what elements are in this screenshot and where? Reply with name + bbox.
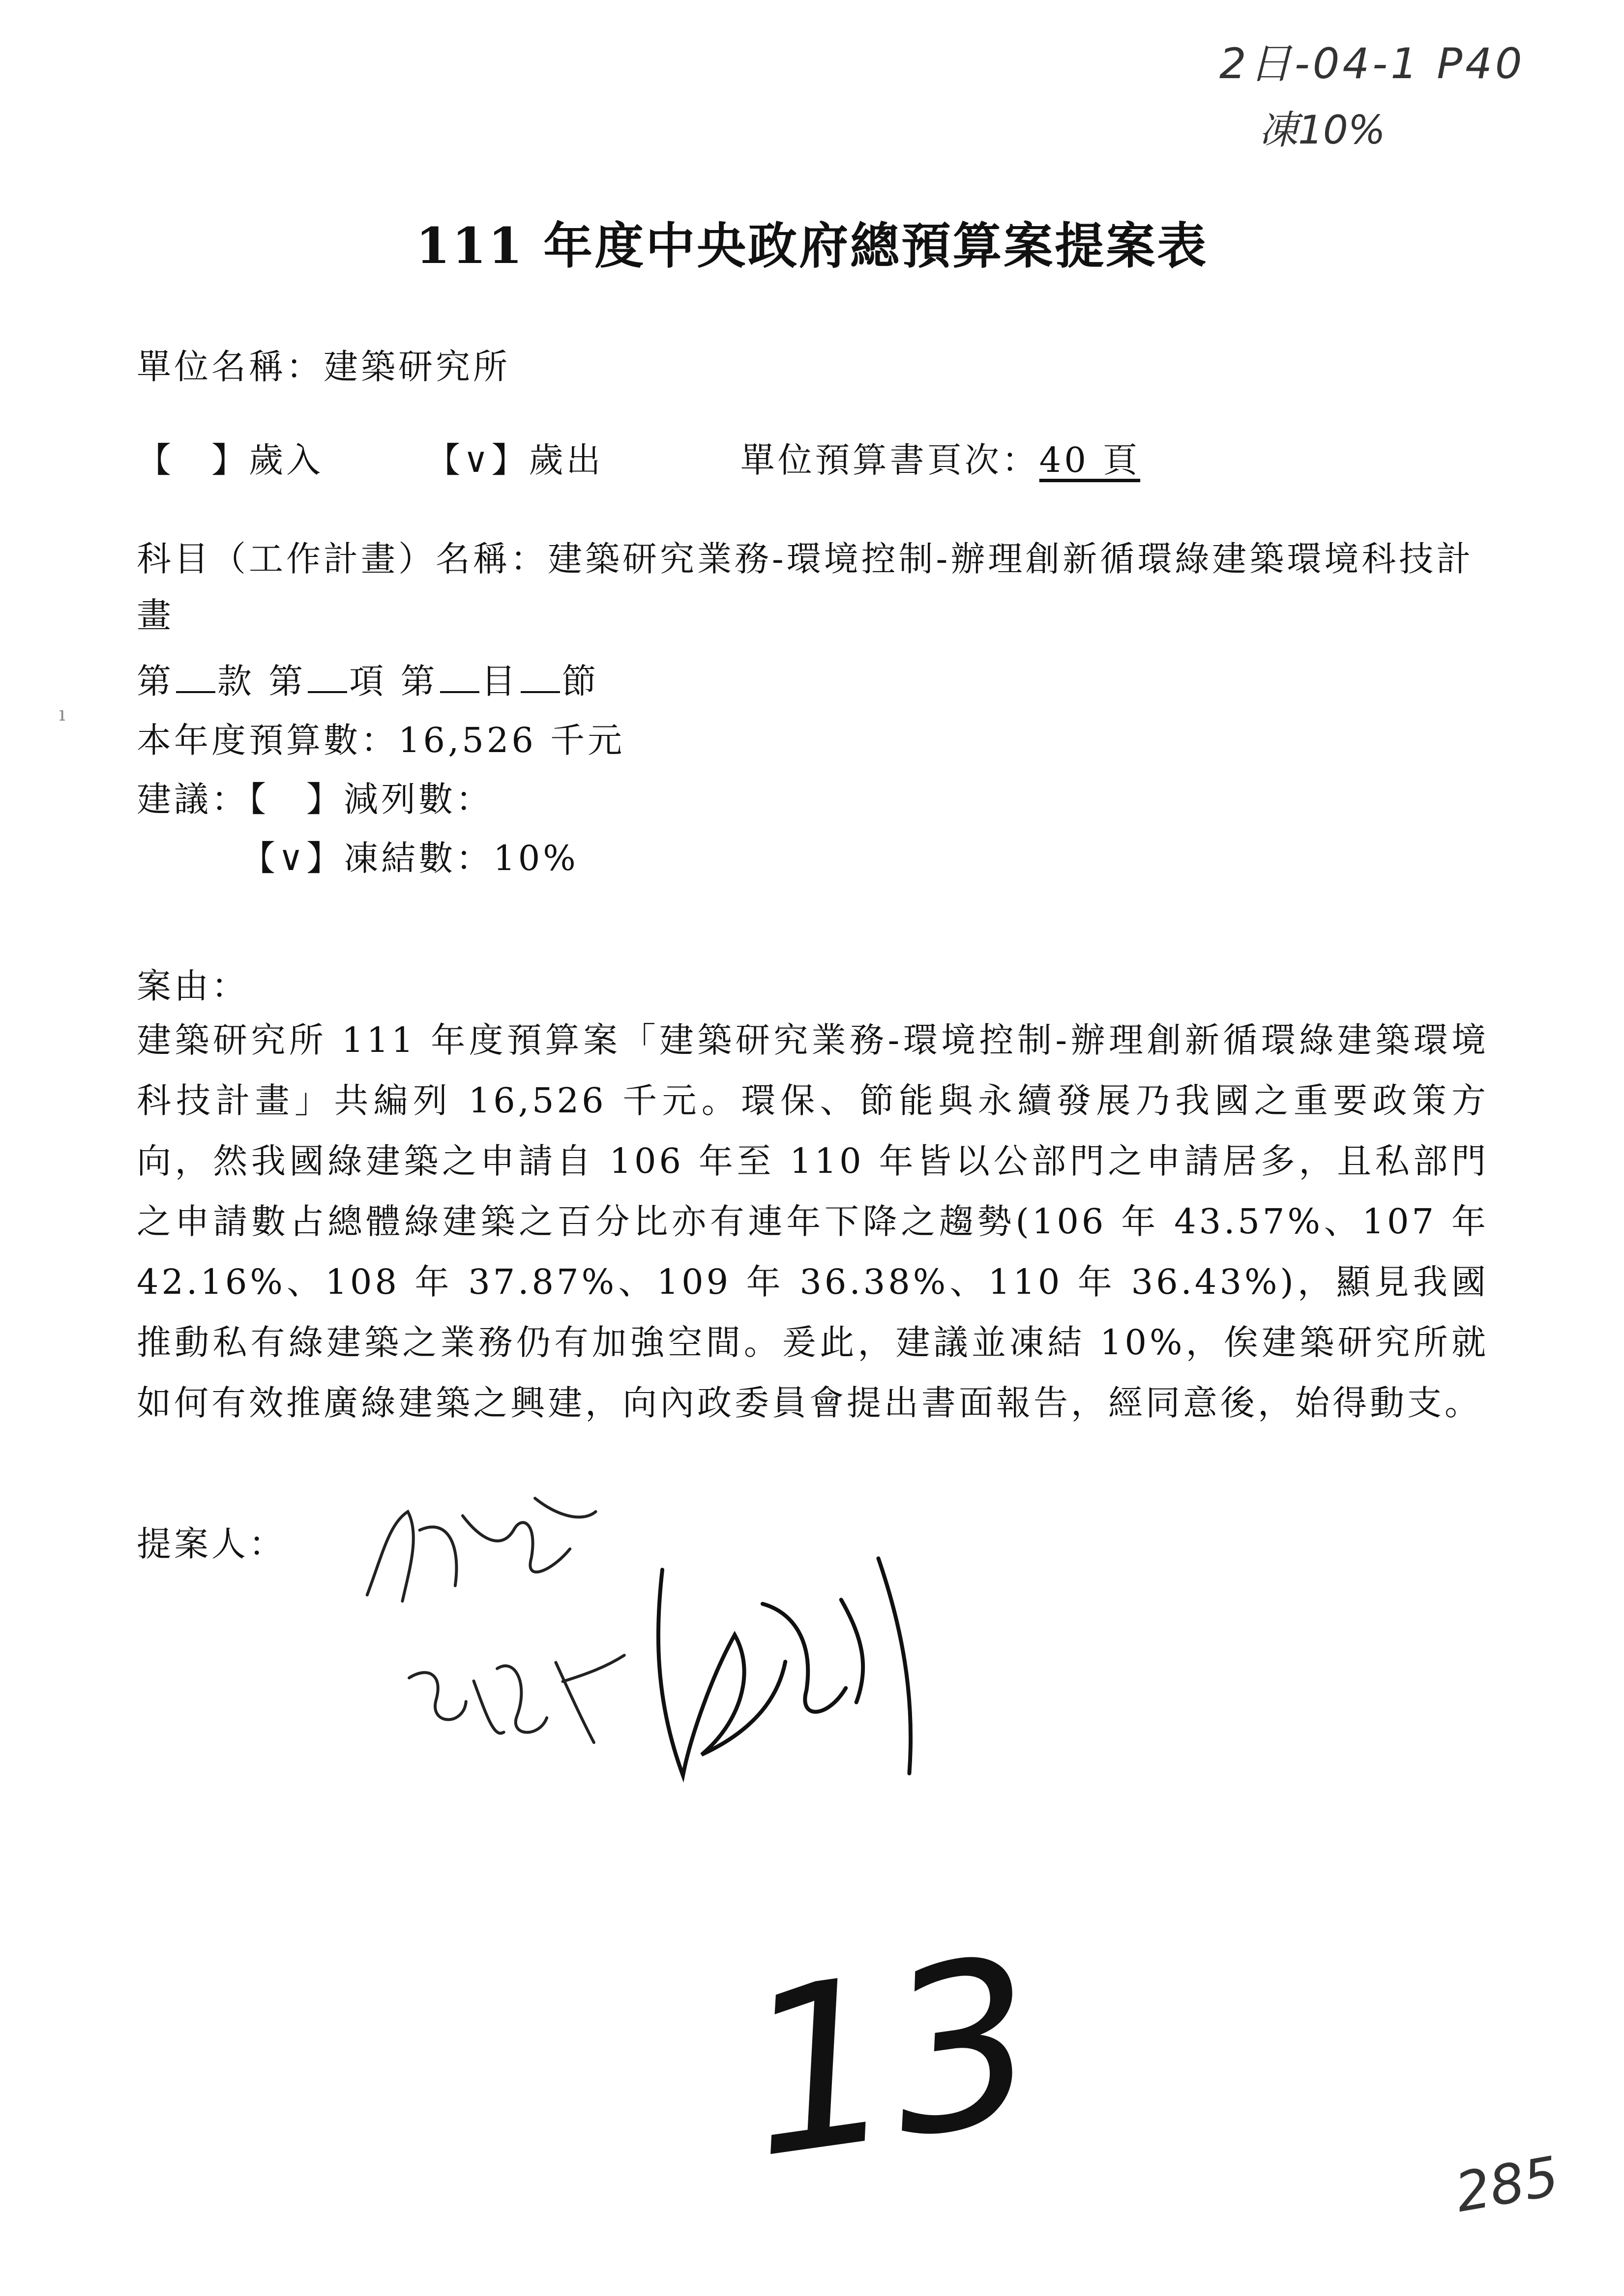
income-checkbox: 【 】歲入	[137, 440, 324, 480]
section-row	[137, 654, 599, 703]
form-title: 111 年度中央政府總預算案提案表	[415, 217, 1209, 275]
signature-2	[396, 1625, 646, 1794]
handwritten-page-number: 13	[730, 1908, 1052, 2209]
page-ref-value: 40 頁	[1039, 440, 1141, 480]
handwritten-corner-number: 285	[1450, 2144, 1564, 2225]
subject-name: 科目（工作計畫）名稱：建築研究業務-環境控制-辦理創新循環綠建築環境科技計畫	[137, 539, 1474, 636]
suggest-freeze: 【∨】凍結數：10%	[241, 838, 579, 878]
income-expense-row	[137, 433, 1140, 482]
signature-1	[347, 1472, 617, 1643]
section-part: 款 第	[217, 661, 306, 701]
reason-body: 建築研究所 111 年度預算案「建築研究業務-環境控制-辦理創新循環綠建築環境科技計畫」共編列 16,526 千元。環保、節能與永續發展乃我國之重要政策方向，然我國綠建築之申請自 106 年至 110 年皆以公部門之申請居多，且私部門之申請數占總體綠建築之百分比亦有連年下降之趨勢(106 年 43.57%、107 年 42.16%、108 年 37.87%、109 年 36.38%、110 年 36.43%)，顯見我國推動私有綠建築之業務仍有加強空間。爰此，建議並凍結 10%，俟建築研究所就如何有效推廣綠建築之興建，向內政委員會提出書面報告，經同意後，始得動支。	[137, 1020, 1489, 1423]
handwritten-freeze-note: 凍10%	[1259, 107, 1386, 153]
section-part: 項 第	[349, 661, 438, 701]
handwritten-reference-code: 2日-04-1 P40	[1219, 39, 1525, 88]
unit-name: 單位名稱：建築研究所	[137, 347, 510, 387]
suggest-reduce: 建議：【 】減列數：	[137, 779, 493, 819]
margin-mark: ı	[59, 703, 65, 726]
budget-amount: 本年度預算數：16,526 千元	[137, 720, 625, 760]
expense-checkbox: 【∨】歲出	[426, 440, 604, 480]
signature-3	[632, 1536, 951, 1840]
section-part: 第	[137, 661, 174, 701]
proposer-label: 提案人：	[137, 1524, 286, 1564]
reason-label: 案由：	[137, 966, 249, 1006]
section-part: 節	[561, 661, 599, 701]
section-part: 目	[481, 661, 519, 701]
page-ref-label: 單位預算書頁次：	[740, 440, 1039, 480]
